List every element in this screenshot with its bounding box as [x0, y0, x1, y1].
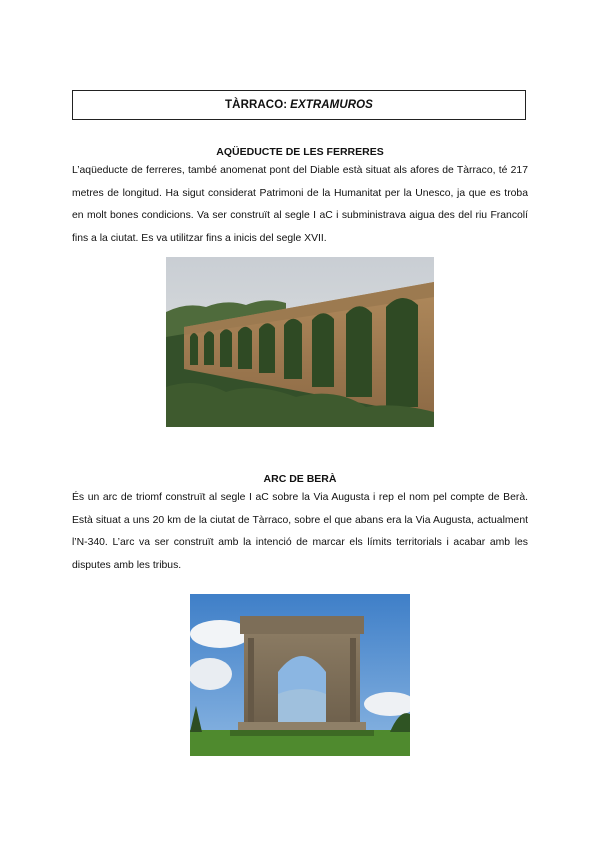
section-text-aqueduct: L’aqüeducte de ferreres, també anomenat pont del Diable està situat als afores de Tàrraco, té 217 metres de longitud. Ha sigut considerat Patrimoni de la Humanitat per la Unesco, ja que es troba en molt bones condicions. Va ser construït al segle I aC i subministrava aigua des del riu Francolí fins a la ciutat. Es va utilitzar fins a inicis del segle XVII.	[72, 165, 528, 244]
section-text-arc: És un arc de triomf construït al segle I aC sobre la Via Augusta i rep el nom pel compte de Berà. Està situat a uns 20 km de la ciutat de Tàrraco, sobre el que abans era la Via Augusta, actualment l’N-340. L’arc va ser construït amb la intenció de marcar els límits territorials i acabar amb les disputes amb les tribus.	[72, 492, 528, 571]
page-title-emphasis: EXTRAMUROS	[290, 99, 373, 111]
page-title: TÀRRACO:	[225, 99, 288, 111]
section-heading-arc: ARC DE BERÀ	[263, 473, 337, 485]
section-heading-aqueduct: AQÜEDUCTE DE LES FERRERES	[216, 146, 384, 158]
page-title-box	[72, 90, 526, 120]
aqueduct-photo	[166, 257, 434, 427]
arc-de-bera-photo	[190, 594, 410, 756]
